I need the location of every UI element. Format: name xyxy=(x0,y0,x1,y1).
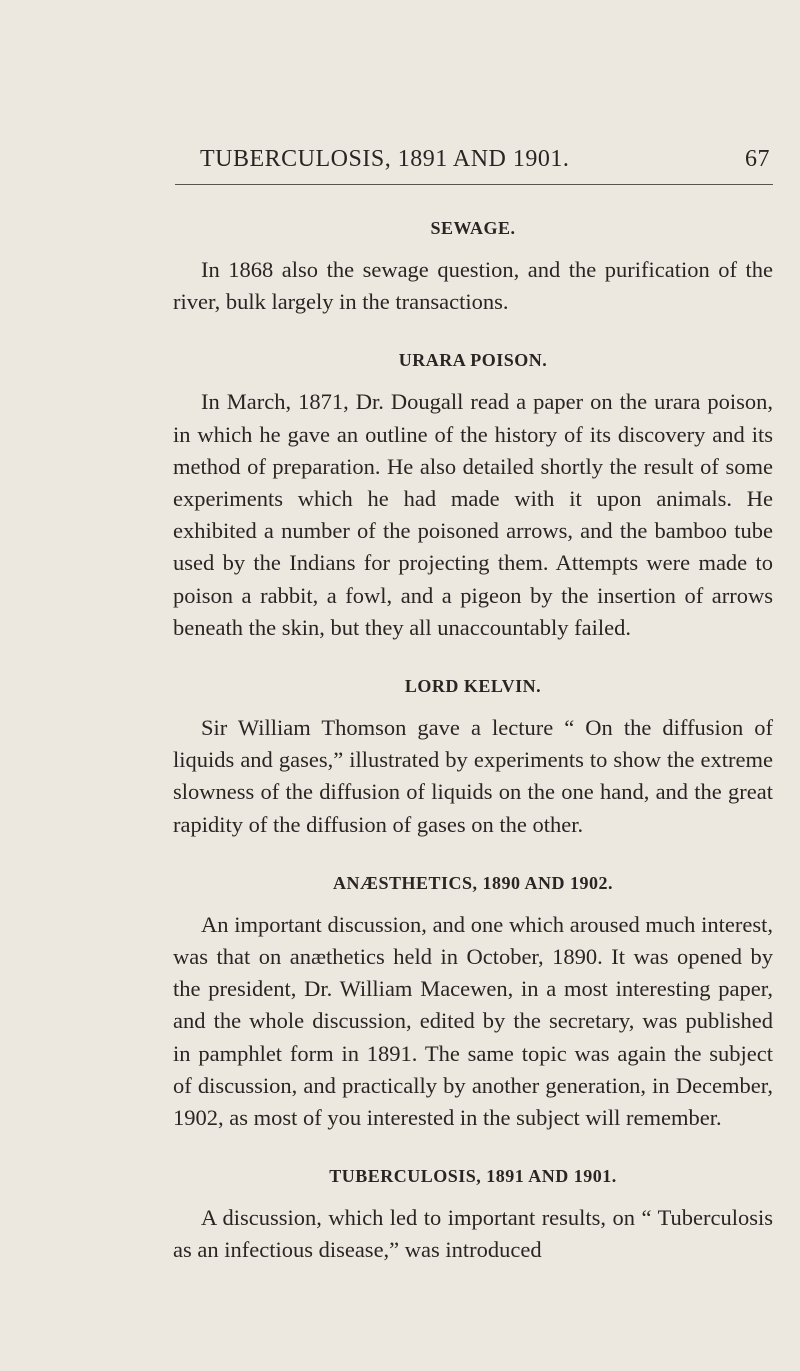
section-heading-tuberculosis: TUBERCULOSIS, 1891 AND 1901. xyxy=(329,1166,617,1187)
section-heading-anaesthetics: ANÆSTHETICS, 1890 AND 1902. xyxy=(332,872,614,893)
paragraph-lord-kelvin: Sir William Thomson gave a lecture “ On the diffusion of liquids and gases,” illustrated by experiments to show the extreme slowness of the diffusion of liquids on the one hand, and the great rapidity of the diffusion of gases on the other. xyxy=(173,715,773,837)
running-title: TUBERCULOSIS, 1891 AND 1901. xyxy=(200,146,570,172)
section-gap xyxy=(173,1134,773,1164)
paragraph-anaesthetics: An important discussion, and one which aroused much interest, was that on anæthetics held in October, 1890. It was opened by the president, Dr. William Macewen, in a most interesting paper, and the whole discussion, edited by the secretary, was published in pamphlet form in 1891. The same topic was again the subject of discussion, and practically by another generation, in December, 1902, as most of you interested in the subject will remember. xyxy=(173,911,773,1131)
page-number: 67 xyxy=(745,146,770,172)
section-gap xyxy=(173,644,773,674)
running-head xyxy=(170,146,770,182)
section-heading-urara-poison: URARA POISON. xyxy=(398,350,548,371)
paragraph-urara-poison: In March, 1871, Dr. Dougall read a paper on the urara poison, in which he gave an outline of the history of its discovery and its method of preparation. He also detailed shortly the result of some experiments which he had made with it upon animals. He exhibited a number of the poisoned arrows, and the bamboo tube used by the Indians for projecting them. Attempts were made to poison a rabbit, a fowl, and a pigeon by the insertion of arrows beneath the skin, but they all unaccountably failed. xyxy=(173,389,773,640)
section-heading-sewage: SEWAGE. xyxy=(430,218,516,238)
section-heading-lord-kelvin: LORD KELVIN. xyxy=(404,676,542,697)
paragraph-sewage: In 1868 also the sewage question, and the purification of the river, bulk largely in the transactions. xyxy=(173,257,773,315)
section-gap xyxy=(173,318,773,348)
paragraph-tuberculosis: A discussion, which led to important results, on “ Tuberculosis as an infectious disease,” was introduced xyxy=(173,1205,773,1263)
header-rule xyxy=(175,184,773,185)
section-gap xyxy=(173,841,773,871)
body-text xyxy=(173,216,773,1267)
